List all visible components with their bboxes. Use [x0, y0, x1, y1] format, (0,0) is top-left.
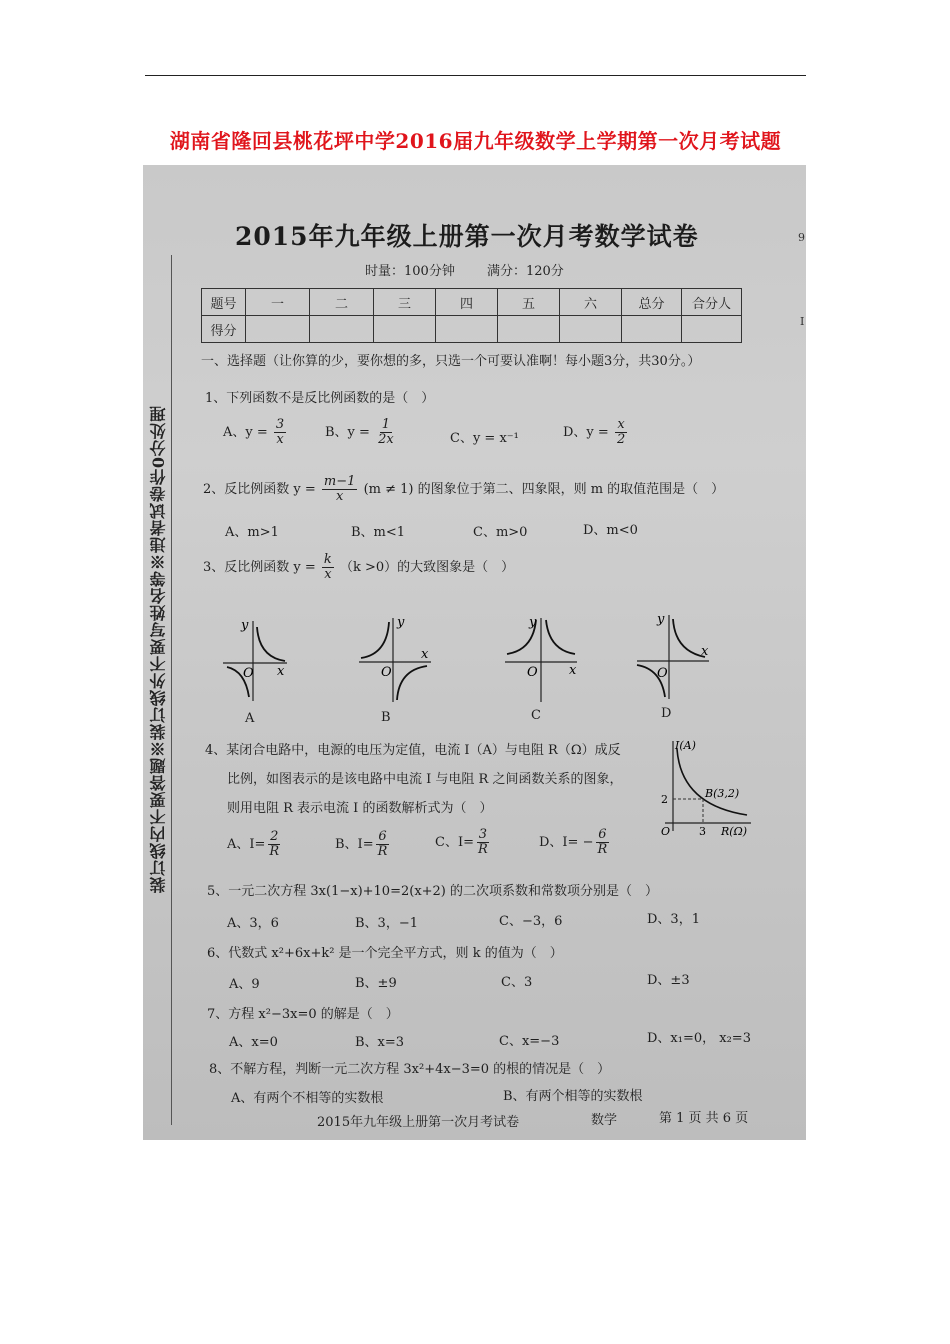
q2-option-d: D、m<0	[583, 523, 638, 538]
q5-option-b: B、3，−1	[355, 916, 418, 931]
q4-option-c	[435, 828, 492, 857]
q3-graph-a	[215, 613, 295, 703]
q3-pre: 3、反比例函数 y =	[203, 560, 316, 575]
q3-graph-d	[633, 607, 713, 702]
score-cell[interactable]	[682, 316, 742, 343]
q3-c-axis-y: y	[529, 615, 537, 630]
q1-d-num: x	[617, 417, 625, 432]
q4-option-b	[335, 830, 391, 859]
q1-stem: 1、下列函数不是反比例函数的是（ ）	[205, 391, 435, 406]
q2-option-c: C、m>0	[473, 525, 528, 540]
q3-graph-b	[355, 610, 435, 705]
q4-line3: 则用电阻 R 表示电流 I 的函数解析式为（ ）	[227, 801, 493, 816]
q1-option-b	[325, 418, 398, 447]
q4-c-fraction	[476, 828, 490, 857]
q4-line2: 比例，如图表示的是该电路中电流 I 与电阻 R 之间函数关系的图象，	[227, 772, 623, 787]
score-table	[201, 288, 742, 343]
score-header-cell: 二	[310, 289, 374, 316]
q3-fraction	[322, 553, 334, 582]
score-cell[interactable]	[310, 316, 374, 343]
q3-c-origin: O	[527, 665, 538, 680]
q4-graph	[651, 735, 771, 840]
score-header-cell: 五	[498, 289, 560, 316]
q2-option-b: B、m<1	[351, 525, 406, 540]
score-header-cell: 四	[436, 289, 498, 316]
score-header-cell: 三	[374, 289, 436, 316]
q4-c-den: R	[477, 842, 488, 857]
q4-b-den: R	[377, 844, 388, 859]
q7-option-d: D、x₁=0， x₂=3	[647, 1031, 751, 1046]
q4-b-label: B、I=	[335, 837, 374, 852]
q3-a-origin: O	[243, 666, 254, 681]
q4-a-num: 2	[270, 829, 279, 844]
q2-num: m−1	[323, 474, 356, 489]
q6-option-c: C、3	[501, 975, 533, 990]
q1-d-label: D、y =	[563, 425, 609, 440]
q3-a-axis-x: x	[277, 664, 285, 679]
q4-a-den: R	[269, 844, 280, 859]
q3-label-a: A	[245, 711, 255, 726]
score-header-cell: 一	[246, 289, 310, 316]
q4-option-a	[227, 830, 283, 859]
q2-pre: 2、反比例函数 y =	[203, 482, 316, 497]
q6-option-d: D、±3	[647, 973, 690, 988]
top-rule	[145, 75, 806, 76]
q3-c-axis-x: x	[569, 663, 577, 678]
score-header-cell: 六	[560, 289, 622, 316]
q4-d-label: D、I= −	[539, 835, 594, 850]
q3-stem	[203, 553, 514, 582]
q1-b-num: 1	[381, 417, 391, 432]
footer-subject: 数学	[591, 1113, 618, 1128]
q1-a-den: x	[276, 432, 284, 447]
q1-a-fraction	[274, 418, 286, 447]
q5-option-d: D、3，1	[647, 912, 700, 927]
q4-b-num: 6	[378, 829, 387, 844]
q7-option-c: C、x=−3	[499, 1034, 560, 1049]
q6-option-b: B、±9	[355, 976, 397, 991]
q2-option-a: A、m>1	[225, 525, 279, 540]
q4-graph-tick-x: 3	[699, 825, 706, 838]
page-header: 湖南省隆回县桃花坪中学2016届九年级数学上学期第一次月考试题	[169, 129, 782, 153]
q3-b-axis-y: y	[397, 615, 405, 630]
exam-photo	[143, 165, 806, 1140]
q3-b-origin: O	[381, 665, 392, 680]
score-cell[interactable]	[498, 316, 560, 343]
q6-stem: 6、代数式 x²+6x+k² 是一个完全平方式，则 k 的值为（ ）	[207, 946, 563, 961]
q7-option-a: A、x=0	[229, 1035, 278, 1050]
q2-post: (m ≠ 1) 的图象位于第二、四象限，则 m 的取值范围是（ ）	[363, 482, 725, 497]
q4-line1: 4、某闭合电路中，电源的电压为定值，电流 I（A）与电阻 R（Ω）成反	[205, 743, 621, 758]
q1-b-den: 2x	[378, 432, 394, 447]
q3-label-c: C	[531, 708, 541, 723]
q3-num: k	[323, 552, 332, 567]
q1-a-label: A、y =	[223, 425, 268, 440]
q5-option-c: C、−3，6	[499, 914, 563, 929]
q7-option-b: B、x=3	[355, 1035, 405, 1050]
q3-den: x	[324, 567, 332, 582]
score-header-cell: 题号	[202, 289, 246, 316]
q7-stem: 7、方程 x²−3x=0 的解是（ ）	[207, 1007, 399, 1022]
q4-graph-origin: O	[661, 825, 671, 838]
q4-a-label: A、I=	[227, 837, 266, 852]
q1-d-den: 2	[616, 432, 626, 447]
score-cell[interactable]	[560, 316, 622, 343]
q4-graph-x-label: R(Ω)	[721, 825, 747, 838]
q3-label-b: B	[381, 710, 391, 725]
q3-d-axis-x: x	[701, 644, 709, 659]
q3-d-origin: O	[657, 666, 668, 681]
score-cell[interactable]	[374, 316, 436, 343]
q2-fraction	[322, 475, 358, 504]
score-table-header	[202, 289, 742, 316]
exam-meta	[365, 260, 592, 279]
footer-title: 2015年九年级上册第一次月考试卷	[317, 1115, 520, 1130]
score-header-cell: 总分	[622, 289, 682, 316]
edge-mark: 9	[798, 231, 805, 244]
score-row-label: 得分	[202, 316, 246, 343]
q3-post: （k >0）的大致图象是（ ）	[339, 560, 515, 575]
score-table-row	[202, 316, 742, 343]
q4-graph-y-label: I(A)	[675, 739, 696, 752]
q8-option-b: B、有两个相等的实数根	[503, 1089, 643, 1104]
q1-b-fraction	[376, 418, 396, 447]
q4-graph-point-label: B(3,2)	[705, 787, 740, 800]
q4-c-num: 3	[478, 827, 488, 842]
q5-option-a: A、3，6	[227, 916, 279, 931]
q6-option-a: A、9	[229, 977, 260, 992]
q2-den: x	[336, 489, 344, 504]
q3-label-d: D	[661, 706, 672, 721]
q1-a-num: 3	[275, 417, 285, 432]
q3-a-axis-y: y	[241, 618, 249, 633]
exam-time: 时量：100分钟	[365, 264, 455, 279]
exam-full-score: 满分：120分	[486, 264, 564, 279]
score-cell[interactable]	[436, 316, 498, 343]
q4-d-den: R	[597, 842, 608, 857]
q4-a-fraction	[267, 830, 281, 859]
q4-d-num: 6	[598, 827, 607, 842]
q4-graph-tick-y: 2	[661, 793, 668, 806]
q3-graph-c	[501, 610, 581, 705]
q8-stem: 8、不解方程，判断一元二次方程 3x²+4x−3=0 的根的情况是（ ）	[209, 1062, 611, 1077]
edge-mark: I	[800, 315, 805, 328]
q3-d-axis-y: y	[657, 612, 665, 627]
q1-option-d	[563, 418, 629, 447]
section1-heading: 一、选择题（让你算的少，要你想的多，只选一个可要认准啊！每小题3分，共30分。）	[201, 354, 701, 369]
score-cell[interactable]	[622, 316, 682, 343]
q1-d-fraction	[615, 418, 627, 447]
q2-stem	[203, 475, 724, 504]
score-header-cell: 合分人	[682, 289, 742, 316]
exam-title: 2015年九年级上册第一次月考数学试卷	[235, 222, 699, 251]
binding-note: 装订线内不要答题※装订线外不要写姓名等※违者试卷作0分处理	[149, 405, 168, 894]
q4-b-fraction	[376, 830, 390, 859]
q1-option-c: C、y = x⁻¹	[450, 431, 519, 446]
score-cell[interactable]	[246, 316, 310, 343]
q4-d-fraction	[595, 828, 609, 857]
q3-b-axis-x: x	[421, 647, 429, 662]
footer-page: 第 1 页 共 6 页	[659, 1111, 749, 1126]
q4-option-d	[539, 828, 611, 857]
q4-c-label: C、I=	[435, 835, 474, 850]
q1-option-a	[223, 418, 288, 447]
q1-b-label: B、y =	[325, 425, 370, 440]
q8-option-a: A、有两个不相等的实数根	[231, 1091, 384, 1106]
q5-stem: 5、一元二次方程 3x(1−x)+10=2(x+2) 的二次项系数和常数项分别是（ ）	[207, 884, 659, 899]
